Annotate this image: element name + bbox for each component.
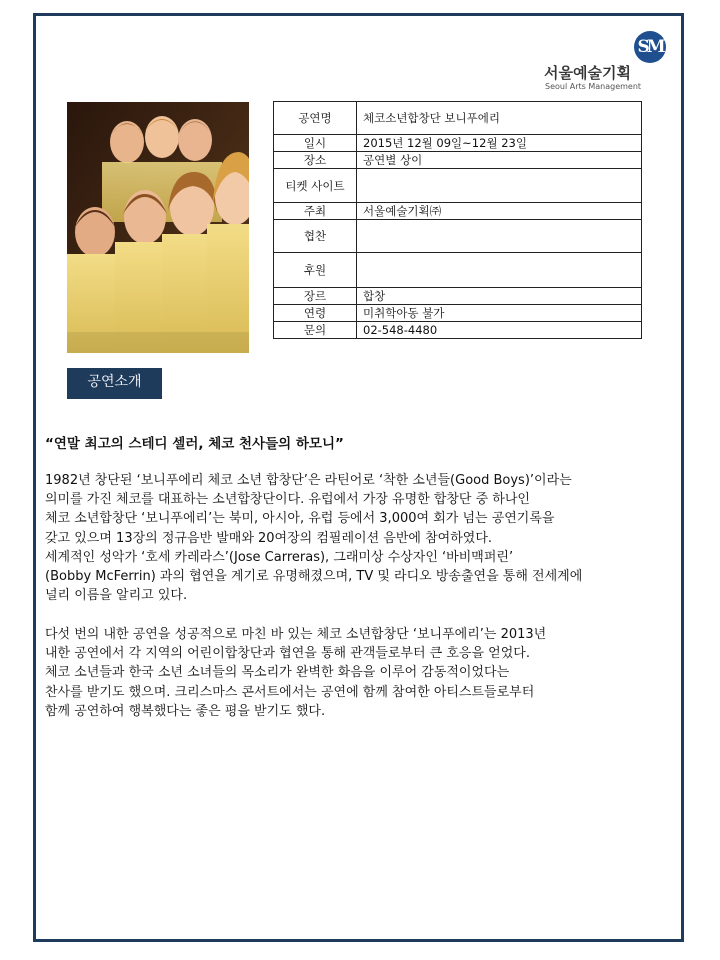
table-row — [274, 169, 642, 203]
paragraph-line: 함께 공연하여 행복했다는 좋은 평을 받기도 했다. — [45, 703, 326, 719]
info-label: 연령 — [274, 305, 357, 322]
table-row — [274, 253, 642, 288]
paragraph-line: 갖고 있으며 13장의 정규음반 발매와 20여장의 컴필레이션 음반에 참여하였다. — [45, 530, 493, 546]
intro-paragraph-2 — [45, 625, 685, 721]
info-label: 후원 — [274, 253, 357, 288]
table-row — [274, 102, 642, 135]
section-title-badge: 공연소개 — [67, 368, 162, 399]
info-value: 미취학아동 불가 — [357, 305, 642, 322]
choir-boys-image-icon — [67, 102, 249, 353]
info-value: 서울예술기획㈜ — [357, 203, 642, 220]
table-row — [274, 220, 642, 253]
info-value: 체코소년합창단 보니푸에리 — [357, 102, 642, 135]
info-label: 공연명 — [274, 102, 357, 135]
paragraph-line: 1982년 창단된 ‘보니푸에리 체코 소년 합창단’은 라틴어로 ‘착한 소년들(Good Boys)’이라는 — [45, 473, 572, 488]
logo-mark-icon: SM — [634, 31, 666, 63]
logo-korean-name: 서울예술기획 — [544, 64, 631, 82]
paragraph-line: 찬사를 받기도 했으며. 크리스마스 콘서트에서는 공연에 함께 참여한 아티스트들로부터 — [45, 684, 535, 700]
table-row — [274, 203, 642, 220]
table-row — [274, 322, 642, 339]
paragraph-line: 널리 이름을 알리고 있다. — [45, 588, 188, 604]
info-label: 주최 — [274, 203, 357, 220]
paragraph-line: 내한 공연에서 각 지역의 어린이합창단과 협연을 통해 관객들로부터 큰 호응을 얻었다. — [45, 646, 530, 662]
info-label: 장소 — [274, 152, 357, 169]
performance-info-table — [273, 101, 642, 339]
paragraph-line: (Bobby McFerrin) 과의 협연을 계기로 유명해졌으며, TV 및 라디오 방송출연을 통해 전세계에 — [45, 569, 583, 585]
logo-english-name: Seoul Arts Management — [545, 82, 642, 91]
info-label: 일시 — [274, 135, 357, 152]
info-value: 공연별 상이 — [357, 152, 642, 169]
table-row — [274, 305, 642, 322]
company-logo — [540, 28, 670, 92]
paragraph-line: 다섯 번의 내한 공연을 성공적으로 마친 바 있는 체코 소년합창단 ‘보니푸에리’는 2013년 — [45, 627, 547, 642]
paragraph-line: 체코 소년들과 한국 소년 소녀들의 목소리가 완벽한 화음을 이루어 감동적이었다는 — [45, 665, 510, 681]
table-row — [274, 288, 642, 305]
info-label: 장르 — [274, 288, 357, 305]
choir-photo — [67, 102, 249, 353]
paragraph-line: 의미를 가진 체코를 대표하는 소년합창단이다. 유럽에서 가장 유명한 합창단 중 하나인 — [45, 492, 530, 508]
table-row — [274, 152, 642, 169]
info-label: 문의 — [274, 322, 357, 339]
info-value — [357, 169, 642, 203]
info-value: 02-548-4480 — [357, 322, 642, 339]
table-row — [274, 135, 642, 152]
paragraph-line: 체코 소년합창단 ‘보니푸에리’는 북미, 아시아, 유럽 등에서 3,000여 회가 넘는 공연기록을 — [45, 511, 555, 527]
info-label: 티켓 사이트 — [274, 169, 357, 203]
info-label: 협찬 — [274, 220, 357, 253]
intro-paragraph-1 — [45, 471, 685, 605]
info-value: 2015년 12월 09일~12월 23일 — [357, 135, 642, 152]
info-value — [357, 220, 642, 253]
paragraph-line: 세계적인 성악가 ‘호세 카레라스’(Jose Carreras), 그래미상 수상자인 ‘바비맥퍼린’ — [45, 549, 514, 565]
info-value — [357, 253, 642, 288]
info-value: 합창 — [357, 288, 642, 305]
headline: “연말 최고의 스테디 셀러, 체코 천사들의 하모니” — [45, 436, 344, 452]
